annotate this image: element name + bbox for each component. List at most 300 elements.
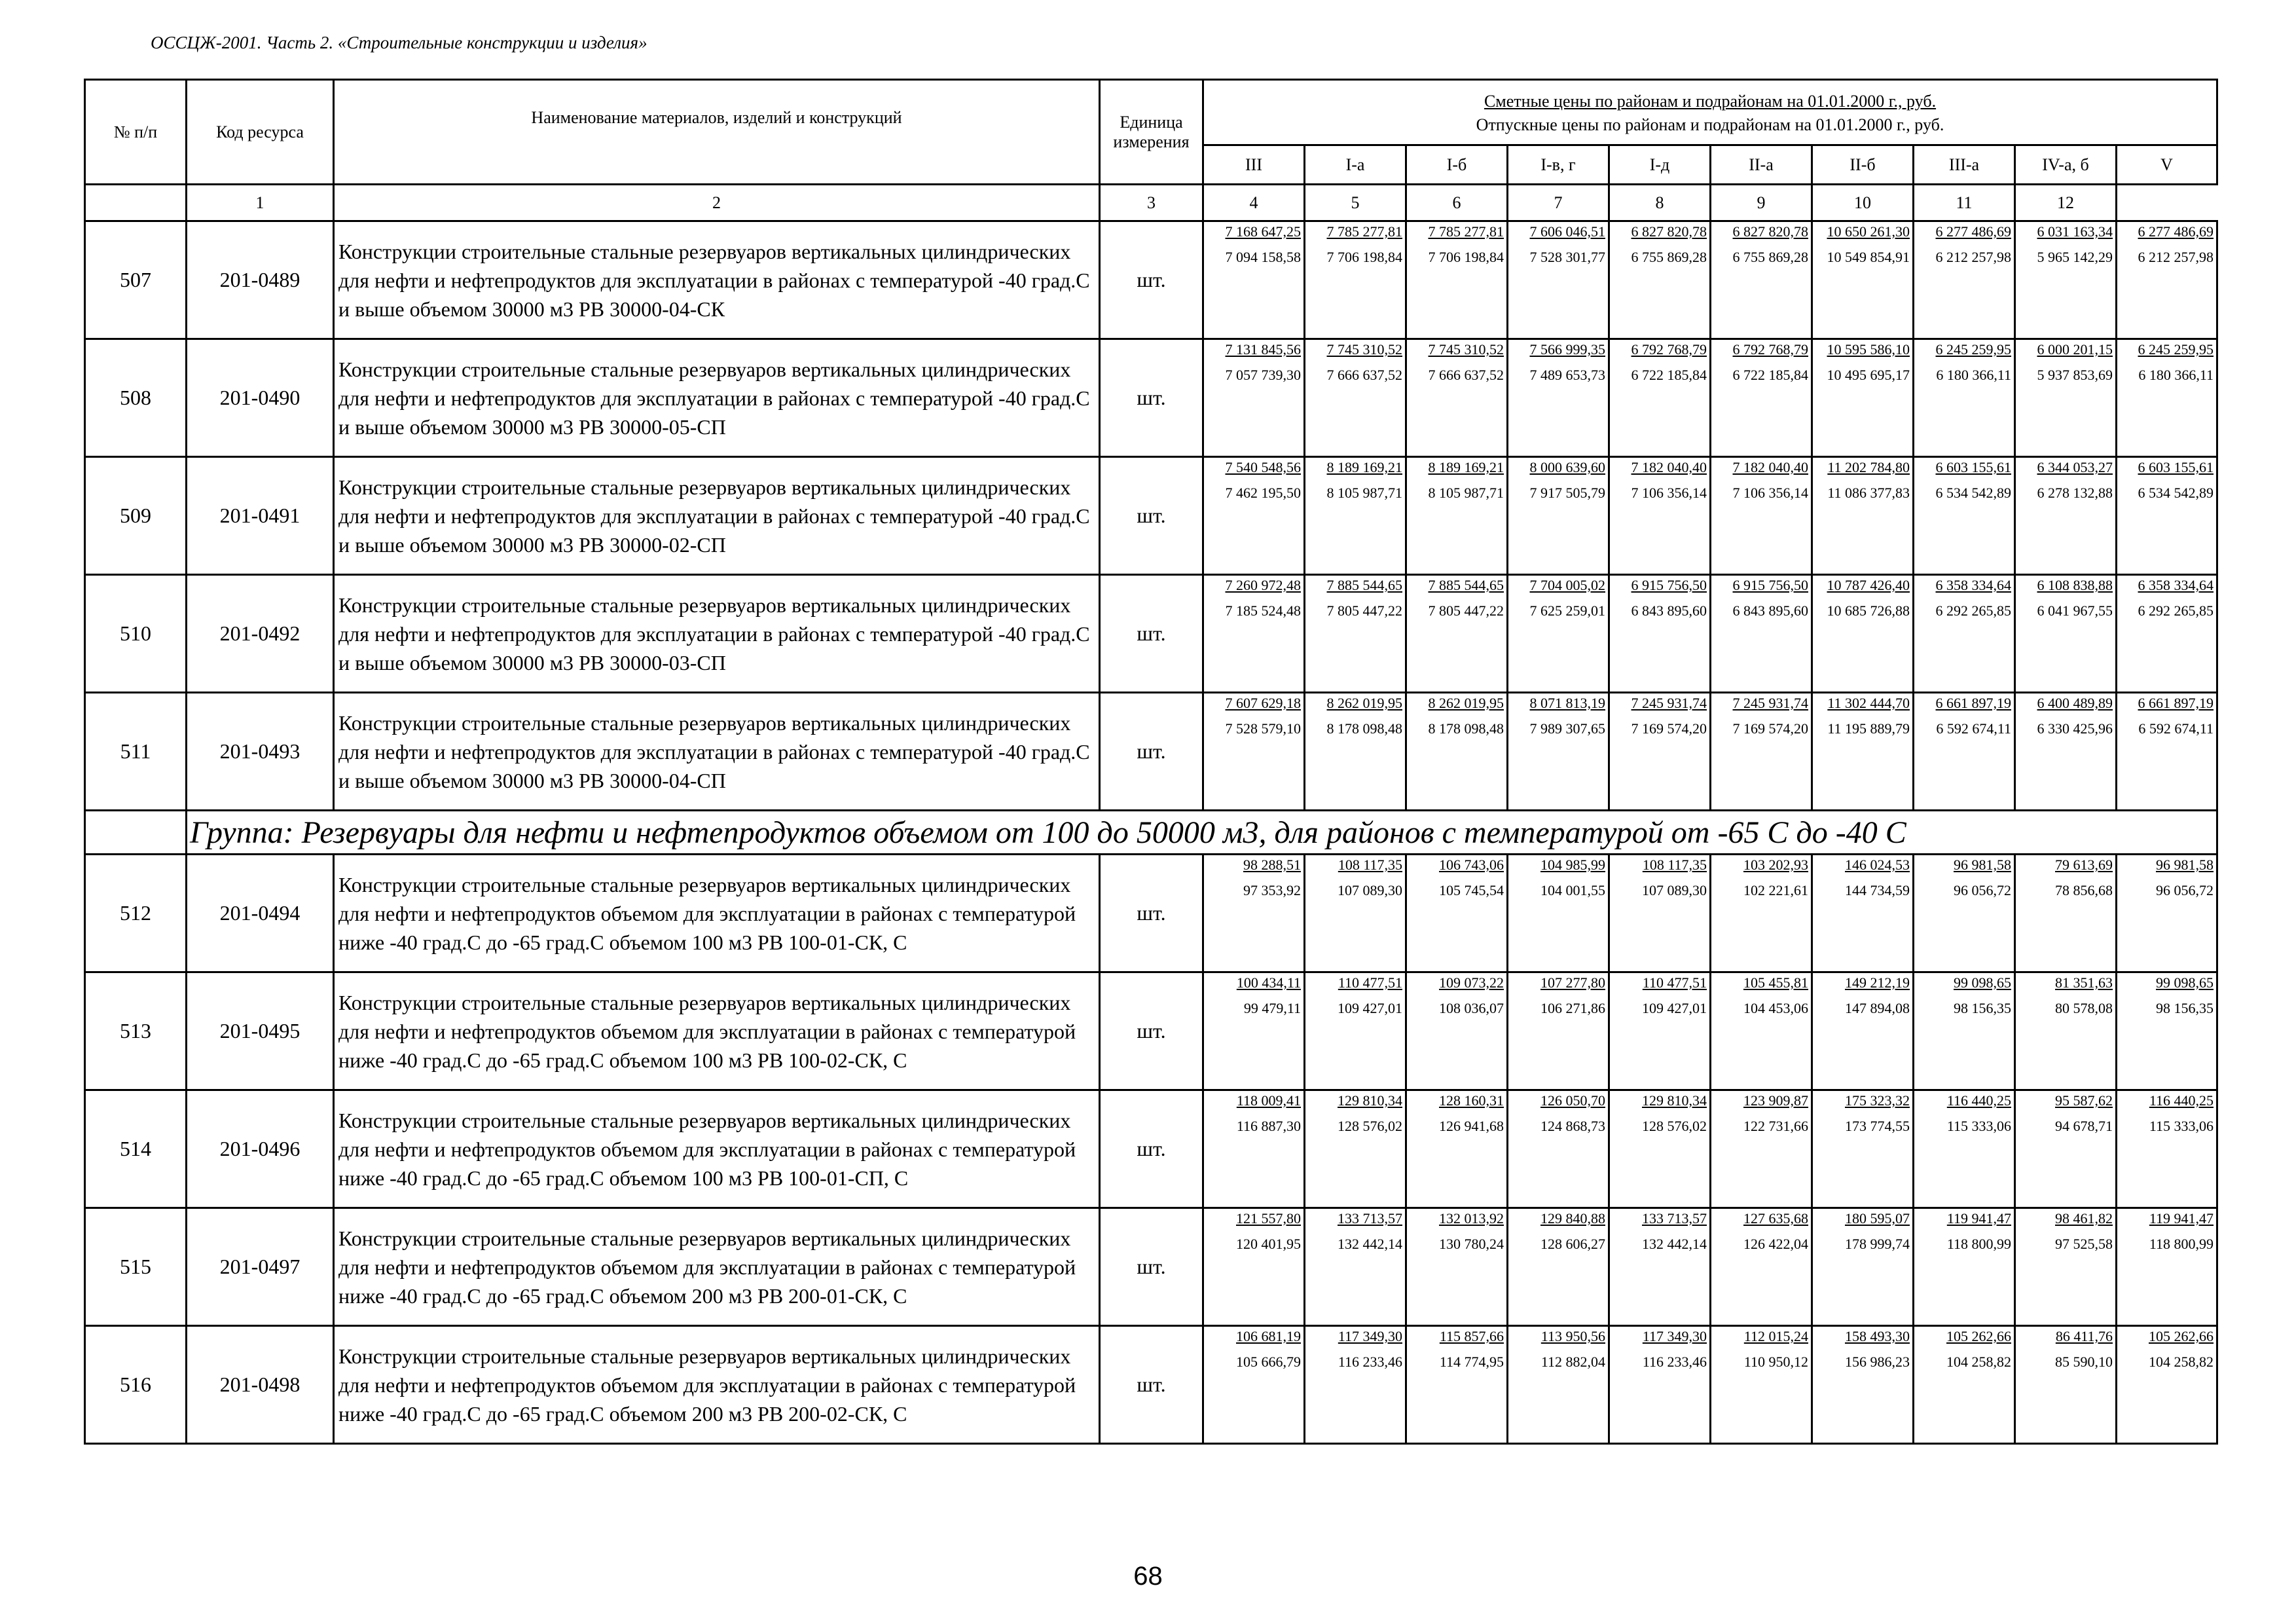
estimate-price: 109 073,22 [1439,974,1504,991]
price-cell [1914,1326,2015,1444]
resource-code: 201-0491 [187,457,334,575]
item-name: Конструкции строительные стальные резервуаров вертикальных цилиндрических для нефти и нефтепродуктов объемом для эксплуатации в районах с температурой ниже -40 град.С до -65 град.С объемом 100 м3 РВ 100-01-СП, С [334,1090,1100,1208]
release-price: 109 427,01 [1642,1000,1707,1016]
release-price: 8 105 987,71 [1428,485,1504,501]
release-price: 112 882,04 [1540,1354,1605,1370]
estimate-price: 7 606 046,51 [1529,223,1605,240]
estimate-price: 123 909,87 [1743,1092,1808,1109]
estimate-price: 6 344 053,27 [2037,459,2113,475]
release-price: 128 606,27 [1540,1236,1605,1252]
release-price: 107 089,30 [1338,882,1402,898]
table-row [85,855,2217,972]
release-price: 6 755 869,28 [1631,249,1707,265]
estimate-price: 99 098,65 [1954,974,2011,991]
estimate-price: 6 245 259,95 [2138,341,2214,358]
estimate-price: 11 302 444,70 [1827,695,1910,711]
item-name: Конструкции строительные стальные резервуаров вертикальных цилиндрических для нефти и нефтепродуктов объемом для эксплуатации в районах с температурой ниже -40 град.С до -65 град.С объемом 100 м3 РВ 100-01-СК, С [334,855,1100,972]
price-cell [1914,575,2015,693]
price-cell [1406,221,1508,339]
release-price: 80 578,08 [2055,1000,2113,1016]
resource-code: 201-0489 [187,221,334,339]
release-price: 11 086 377,83 [1827,485,1910,501]
release-price: 6 180 366,11 [1936,367,2011,383]
price-cell [2117,1090,2217,1208]
estimate-price: 129 810,34 [1338,1092,1402,1109]
release-price: 78 856,68 [2055,882,2113,898]
estimate-price: 86 411,76 [2055,1328,2113,1344]
estimate-price: 6 792 768,79 [1631,341,1707,358]
estimate-price: 8 000 639,60 [1529,459,1605,475]
table-row [85,1090,2217,1208]
release-price: 114 774,95 [1439,1354,1504,1370]
resource-code: 201-0495 [187,972,334,1090]
release-price: 8 178 098,48 [1428,720,1504,737]
release-price: 5 937 853,69 [2037,367,2113,383]
resource-code: 201-0490 [187,339,334,457]
estimate-price: 113 950,56 [1540,1328,1605,1344]
price-cell [2117,1208,2217,1326]
price-cell [1508,339,1609,457]
price-cell [2015,972,2117,1090]
estimate-price: 7 745 310,52 [1326,341,1402,358]
estimate-price: 7 785 277,81 [1428,223,1504,240]
price-cell [1812,855,1914,972]
estimate-price: 7 131 845,56 [1225,341,1301,358]
price-cell [1203,972,1305,1090]
release-price: 6 722 185,84 [1732,367,1808,383]
estimate-price: 81 351,63 [2055,974,2113,991]
estimate-price: 6 792 768,79 [1732,341,1808,358]
price-cell [1711,1326,1812,1444]
estimate-price: 7 260 972,48 [1225,577,1301,593]
price-cell [1508,972,1609,1090]
estimate-price: 105 262,66 [1946,1328,2011,1344]
release-price: 96 056,72 [1954,882,2011,898]
price-cell [1609,457,1711,575]
release-price: 6 212 257,98 [2138,249,2214,265]
estimate-price: 7 245 931,74 [1732,695,1808,711]
price-cell [1914,693,2015,811]
column-number: 9 [1711,185,1812,221]
price-cell [1711,457,1812,575]
price-cell [1203,1326,1305,1444]
estimate-price: 119 941,47 [1946,1210,2011,1227]
release-price: 7 805 447,22 [1326,602,1402,619]
release-price: 106 271,86 [1540,1000,1605,1016]
estimate-price: 6 277 486,69 [1935,223,2011,240]
row-number: 509 [85,457,187,575]
item-unit: шт. [1100,339,1203,457]
estimate-price: 117 349,30 [1642,1328,1707,1344]
price-cell [1914,855,2015,972]
price-cell [1203,457,1305,575]
price-cell [1711,693,1812,811]
price-cell [1609,221,1711,339]
release-price: 147 894,08 [1845,1000,1910,1016]
region-header: I-а [1305,145,1406,185]
release-price: 6 755 869,28 [1732,249,1808,265]
price-cell [1203,575,1305,693]
release-price: 156 986,23 [1845,1354,1910,1370]
estimate-price: 96 981,58 [2156,857,2214,873]
price-cell [1812,1090,1914,1208]
column-number: 1 [187,185,334,221]
release-price: 5 965 142,29 [2037,249,2113,265]
release-price: 178 999,74 [1845,1236,1910,1252]
estimate-price: 6 277 486,69 [2138,223,2214,240]
release-price: 6 041 967,55 [2037,602,2113,619]
price-cell [1914,972,2015,1090]
resource-code: 201-0497 [187,1208,334,1326]
release-price: 6 212 257,98 [1935,249,2011,265]
estimate-price: 129 840,88 [1540,1210,1605,1227]
price-cell [2015,457,2117,575]
prices-estimate-label: Сметные цены по районам и подрайонам на 01.01.2000 г., руб. [1484,92,1937,111]
price-cell [1508,1208,1609,1326]
release-price: 109 427,01 [1338,1000,1402,1016]
release-price: 96 056,72 [2156,882,2214,898]
price-cell [2015,221,2117,339]
release-price: 7 625 259,01 [1529,602,1605,619]
price-cell [1812,693,1914,811]
estimate-price: 8 262 019,95 [1428,695,1504,711]
estimate-price: 104 985,99 [1540,857,1605,873]
price-cell [1508,457,1609,575]
release-price: 118 800,99 [1946,1236,2011,1252]
estimate-price: 105 455,81 [1743,974,1808,991]
estimate-price: 8 189 169,21 [1428,459,1504,475]
price-cell [1203,221,1305,339]
column-number: 8 [1609,185,1711,221]
document-header: ОССЦЖ-2001. Часть 2. «Строительные конструкции и изделия» [151,33,647,52]
price-cell [1406,339,1508,457]
estimate-price: 118 009,41 [1236,1092,1301,1109]
estimate-price: 133 713,57 [1642,1210,1707,1227]
column-number: 10 [1812,185,1914,221]
estimate-price: 7 540 548,56 [1225,459,1301,475]
release-price: 128 576,02 [1642,1118,1707,1134]
price-cell [2117,855,2217,972]
estimate-price: 96 981,58 [1954,857,2011,873]
release-price: 97 525,58 [2055,1236,2113,1252]
release-price: 7 706 198,84 [1428,249,1504,265]
release-price: 102 221,61 [1743,882,1808,898]
estimate-price: 8 262 019,95 [1326,695,1402,711]
price-cell [1609,855,1711,972]
price-cell [1711,855,1812,972]
group-title: Группа: Резервуары для нефти и нефтепродуктов объемом от 100 до 50000 м3, для районов с температурой от -65 С до -40 С [187,811,2217,855]
item-unit: шт. [1100,575,1203,693]
estimate-price: 7 785 277,81 [1326,223,1402,240]
row-number: 515 [85,1208,187,1326]
column-number: 6 [1406,185,1508,221]
prices-release-label: Отпускные цены по районам и подрайонам на 01.01.2000 г., руб. [1476,115,1944,134]
price-cell [1305,972,1406,1090]
resource-code: 201-0498 [187,1326,334,1444]
estimate-price: 98 288,51 [1243,857,1301,873]
table-row [85,221,2217,339]
price-cell [2117,339,2217,457]
release-price: 110 950,12 [1743,1354,1808,1370]
release-price: 6 592 674,11 [2138,720,2214,737]
price-cell [1609,1090,1711,1208]
item-unit: шт. [1100,693,1203,811]
release-price: 124 868,73 [1540,1118,1605,1134]
release-price: 6 292 265,85 [2138,602,2214,619]
release-price: 105 666,79 [1236,1354,1301,1370]
item-name: Конструкции строительные стальные резервуаров вертикальных цилиндрических для нефти и нефтепродуктов для эксплуатации в районах с температурой -40 град.С и выше объемом 30000 м3 РВ 30000-05-СП [334,339,1100,457]
price-cell [2117,693,2217,811]
release-price: 108 036,07 [1439,1000,1504,1016]
estimate-price: 6 603 155,61 [1935,459,2011,475]
release-price: 7 528 579,10 [1225,720,1301,737]
release-price: 116 233,46 [1338,1354,1402,1370]
price-cell [1711,1208,1812,1326]
estimate-price: 8 071 813,19 [1529,695,1605,711]
region-header: IV-а, б [2015,145,2117,185]
resource-code: 201-0492 [187,575,334,693]
estimate-price: 106 681,19 [1236,1328,1301,1344]
item-unit: шт. [1100,1326,1203,1444]
region-header: I-в, г [1508,145,1609,185]
release-price: 7 489 653,73 [1529,367,1605,383]
col-header-prices [1203,80,2217,145]
release-price: 6 843 895,60 [1631,602,1707,619]
estimate-price: 6 358 334,64 [2138,577,2214,593]
release-price: 6 330 425,96 [2037,720,2113,737]
estimate-price: 7 885 544,65 [1326,577,1402,593]
price-cell [1812,221,1914,339]
release-price: 6 534 542,89 [1935,485,2011,501]
release-price: 11 195 889,79 [1827,720,1910,737]
estimate-price: 180 595,07 [1845,1210,1910,1227]
estimate-price: 6 827 820,78 [1631,223,1707,240]
price-cell [2117,457,2217,575]
release-price: 104 258,82 [2149,1354,2214,1370]
release-price: 132 442,14 [1338,1236,1402,1252]
estimate-price: 7 182 040,40 [1631,459,1707,475]
estimate-price: 10 595 586,10 [1827,341,1910,358]
release-price: 7 462 195,50 [1225,485,1301,501]
estimate-price: 146 024,53 [1845,857,1910,873]
release-price: 7 106 356,14 [1631,485,1707,501]
price-cell [1406,1090,1508,1208]
item-name: Конструкции строительные стальные резервуаров вертикальных цилиндрических для нефти и нефтепродуктов объемом для эксплуатации в районах с температурой ниже -40 град.С до -65 град.С объемом 200 м3 РВ 200-01-СК, С [334,1208,1100,1326]
estimate-price: 7 704 005,02 [1529,577,1605,593]
estimate-price: 108 117,35 [1642,857,1707,873]
estimate-price: 6 915 756,50 [1732,577,1808,593]
price-cell [1508,693,1609,811]
price-cell [1711,1090,1812,1208]
item-name: Конструкции строительные стальные резервуаров вертикальных цилиндрических для нефти и нефтепродуктов для эксплуатации в районах с температурой -40 град.С и выше объемом 30000 м3 РВ 30000-03-СП [334,575,1100,693]
release-price: 104 453,06 [1743,1000,1808,1016]
column-number: 5 [1305,185,1406,221]
price-cell [1508,1090,1609,1208]
price-cell [1203,1090,1305,1208]
price-cell [1914,457,2015,575]
column-number: 2 [334,185,1100,221]
item-unit: шт. [1100,972,1203,1090]
estimate-price: 95 587,62 [2055,1092,2113,1109]
col-header-code: Код ресурса [187,80,334,185]
release-price: 99 479,11 [1243,1000,1301,1016]
release-price: 7 528 301,77 [1529,249,1605,265]
release-price: 7 169 574,20 [1631,720,1707,737]
price-cell [2117,1326,2217,1444]
release-price: 132 442,14 [1642,1236,1707,1252]
price-cell [2015,1208,2117,1326]
item-unit: шт. [1100,1208,1203,1326]
estimate-price: 6 915 756,50 [1631,577,1707,593]
row-number: 513 [85,972,187,1090]
release-price: 116 233,46 [1642,1354,1707,1370]
price-table [84,79,2218,1445]
estimate-price: 11 202 784,80 [1827,459,1910,475]
estimate-price: 7 245 931,74 [1631,695,1707,711]
price-cell [1406,972,1508,1090]
estimate-price: 105 262,66 [2149,1328,2214,1344]
estimate-price: 7 607 629,18 [1225,695,1301,711]
group-row [85,811,2217,855]
price-cell [1305,1208,1406,1326]
price-cell [2117,221,2217,339]
release-price: 7 057 739,30 [1225,367,1301,383]
price-cell [1508,575,1609,693]
price-cell [1609,1326,1711,1444]
release-price: 107 089,30 [1642,882,1707,898]
release-price: 126 422,04 [1743,1236,1808,1252]
estimate-price: 79 613,69 [2055,857,2113,873]
table-row [85,1326,2217,1444]
release-price: 8 105 987,71 [1326,485,1402,501]
col-header-name: Наименование материалов, изделий и конструкций [334,80,1100,185]
release-price: 10 549 854,91 [1827,249,1910,265]
release-price: 85 590,10 [2055,1354,2113,1370]
col-header-num: № п/п [85,80,187,185]
price-cell [1508,855,1609,972]
region-header: I-б [1406,145,1508,185]
release-price: 8 178 098,48 [1326,720,1402,737]
item-name: Конструкции строительные стальные резервуаров вертикальных цилиндрических для нефти и нефтепродуктов объемом для эксплуатации в районах с температурой ниже -40 град.С до -65 град.С объемом 100 м3 РВ 100-02-СК, С [334,972,1100,1090]
release-price: 97 353,92 [1243,882,1301,898]
release-price: 104 001,55 [1540,882,1605,898]
release-price: 105 745,54 [1439,882,1504,898]
estimate-price: 117 349,30 [1338,1328,1402,1344]
estimate-price: 98 461,82 [2055,1210,2113,1227]
release-price: 7 706 198,84 [1326,249,1402,265]
price-cell [2015,1326,2117,1444]
estimate-price: 158 493,30 [1845,1328,1910,1344]
price-cell [1812,575,1914,693]
item-name: Конструкции строительные стальные резервуаров вертикальных цилиндрических для нефти и нефтепродуктов для эксплуатации в районах с температурой -40 град.С и выше объемом 30000 м3 РВ 30000-02-СП [334,457,1100,575]
item-name: Конструкции строительные стальные резервуаров вертикальных цилиндрических для нефти и нефтепродуктов объемом для эксплуатации в районах с температурой ниже -40 град.С до -65 град.С объемом 200 м3 РВ 200-02-СК, С [334,1326,1100,1444]
release-price: 144 734,59 [1845,882,1910,898]
estimate-price: 103 202,93 [1743,857,1808,873]
release-price: 173 774,55 [1845,1118,1910,1134]
release-price: 104 258,82 [1946,1354,2011,1370]
table-row [85,972,2217,1090]
column-number: 11 [1914,185,2015,221]
price-cell [1508,221,1609,339]
estimate-price: 110 477,51 [1642,974,1707,991]
release-price: 6 292 265,85 [1935,602,2011,619]
price-cell [1406,457,1508,575]
release-price: 115 333,06 [1946,1118,2011,1134]
column-number-blank [85,185,187,221]
estimate-price: 7 182 040,40 [1732,459,1808,475]
estimate-price: 133 713,57 [1338,1210,1402,1227]
row-number: 516 [85,1326,187,1444]
release-price: 7 106 356,14 [1732,485,1808,501]
price-cell [2015,1090,2117,1208]
price-cell [1508,1326,1609,1444]
release-price: 126 941,68 [1439,1118,1504,1134]
estimate-price: 7 168 647,25 [1225,223,1301,240]
release-price: 118 800,99 [2149,1236,2214,1252]
estimate-price: 106 743,06 [1439,857,1504,873]
column-number: 3 [1100,185,1203,221]
price-cell [1305,221,1406,339]
price-cell [1203,693,1305,811]
release-price: 7 666 637,52 [1326,367,1402,383]
price-cell [1609,1208,1711,1326]
region-header: II-б [1812,145,1914,185]
item-unit: шт. [1100,221,1203,339]
price-cell [2015,575,2117,693]
estimate-price: 100 434,11 [1236,974,1301,991]
price-cell [2015,693,2117,811]
estimate-price: 6 000 201,15 [2037,341,2113,358]
estimate-price: 7 566 999,35 [1529,341,1605,358]
price-cell [1305,457,1406,575]
row-number: 512 [85,855,187,972]
release-price: 6 278 132,88 [2037,485,2113,501]
estimate-price: 149 212,19 [1845,974,1910,991]
price-cell [1203,1208,1305,1326]
estimate-price: 6 245 259,95 [1935,341,2011,358]
price-cell [1305,693,1406,811]
price-cell [1711,221,1812,339]
estimate-price: 175 323,32 [1845,1092,1910,1109]
estimate-price: 6 661 897,19 [2138,695,2214,711]
price-cell [1812,457,1914,575]
estimate-price: 127 635,68 [1743,1210,1808,1227]
price-cell [1305,855,1406,972]
price-cell [1203,855,1305,972]
price-cell [1711,339,1812,457]
row-number: 508 [85,339,187,457]
estimate-price: 6 661 897,19 [1935,695,2011,711]
release-price: 122 731,66 [1743,1118,1808,1134]
item-name: Конструкции строительные стальные резервуаров вертикальных цилиндрических для нефти и нефтепродуктов для эксплуатации в районах с температурой -40 град.С и выше объемом 30000 м3 РВ 30000-04-СП [334,693,1100,811]
price-cell [1406,1326,1508,1444]
estimate-price: 6 827 820,78 [1732,223,1808,240]
release-price: 10 685 726,88 [1827,602,1910,619]
estimate-price: 10 787 426,40 [1827,577,1910,593]
col-header-unit: Единица измерения [1100,80,1203,185]
release-price: 7 989 307,65 [1529,720,1605,737]
estimate-price: 129 810,34 [1642,1092,1707,1109]
price-cell [1812,339,1914,457]
column-number: 7 [1508,185,1609,221]
price-cell [1812,1326,1914,1444]
release-price: 7 169 574,20 [1732,720,1808,737]
row-number: 511 [85,693,187,811]
row-number: 507 [85,221,187,339]
release-price: 98 156,35 [1954,1000,2011,1016]
estimate-price: 6 358 334,64 [1935,577,2011,593]
price-cell [1914,1090,2015,1208]
